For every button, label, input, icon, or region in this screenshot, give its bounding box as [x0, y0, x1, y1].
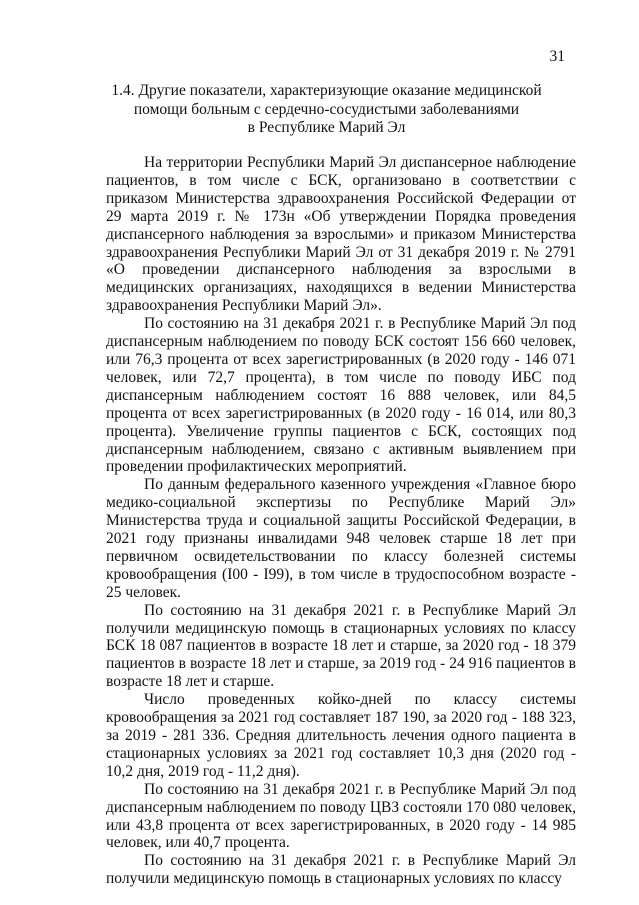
paragraph-inpatient-continued: По состоянию на 31 декабря 2021 г. в Республике Марий Эл получили медицинскую помощь в стационарных условиях по классу [106, 852, 576, 888]
heading-line-1: 1.4. Другие показатели, характеризующие оказание медицинской [111, 82, 542, 99]
page-number: 31 [549, 48, 565, 65]
paragraph-dispensary-basis: На территории Республики Марий Эл диспансерное наблюдение пациентов, в том числе с БСК, организовано в соответствии с приказом Министерства здравоохранения Российской Федерации от 29 марта 2019 г. № 173н «Об утверждении Порядка проведения диспансерного наблюдения за взрослыми» и приказом Министерства здравоохранения Республики Марий Эл от 31 декабря 2019 г. № 2791 «О проведении диспансерного наблюдения за взрослыми в медицинских организациях, находящихся в ведении Министерства здравоохранения Республики Марий Эл». [106, 154, 576, 315]
heading-line-2: помощи больным с сердечно-сосудистыми заболеваниями [133, 100, 520, 118]
body-text [106, 154, 576, 888]
paragraph-disability: По данным федерального казенного учреждения «Главное бюро медико-социальной экспертизы по Республике Марий Эл» Министерства труда и социальной защиты Российской Федерации, в 2021 году признаны инвалидами 948 человек старше 18 лет при первичном освидетельствовании по классу болезней системы кровообращения (I00 - I99), в том числе в трудоспособном возрасте - 25 человек. [106, 476, 576, 601]
paragraph-cvd-observation: По состоянию на 31 декабря 2021 г. в Республике Марий Эл под диспансерным наблюдением по поводу ЦВЗ состояли 170 080 человек, или 43,8 процента от всех зарегистрированных, в 2020 году - 14 985 человек, или 40,7 процента. [106, 780, 576, 852]
paragraph-bed-days: Число проведенных койко-дней по классу системы кровообращения за 2021 год составляет 187 190, за 2020 год - 188 323, за 2019 - 281 336. Средняя длительность лечения одного пациента в стационарных условиях за 2021 год составляет 10,3 дня (2020 год - 10,2 дня, 2019 год - 11,2 дня). [106, 691, 576, 780]
heading-line-3: в Республике Марий Эл [247, 119, 406, 137]
paragraph-bsk-observation: По состоянию на 31 декабря 2021 г. в Республике Марий Эл под диспансерным наблюдением по поводу БСК состоят 156 660 человек, или 76,3 процента от всех зарегистрированных (в 2020 году - 146 071 человек, или 72,7 процента), в том числе по поводу ИБС под диспансерным наблюдением состоят 16 888 человек, или 84,5 процента от всех зарегистрированных (в 2020 году - 16 014, или 80,3 процента). Увеличение группы пациентов с БСК, состоящих под диспансерным наблюдением, связано с активным выявлением при проведении профилактических мероприятий. [106, 315, 576, 476]
paragraph-inpatient-bsk: По состоянию на 31 декабря 2021 г. в Республике Марий Эл получили медицинскую помощь в стационарных условиях по классу БСК 18 087 пациентов в возрасте 18 лет и старше, за 2020 год - 18 379 пациентов в возрасте 18 лет и старше, за 2019 год - 24 916 пациентов в возрасте 18 лет и старше. [106, 601, 576, 691]
section-heading [80, 82, 573, 138]
